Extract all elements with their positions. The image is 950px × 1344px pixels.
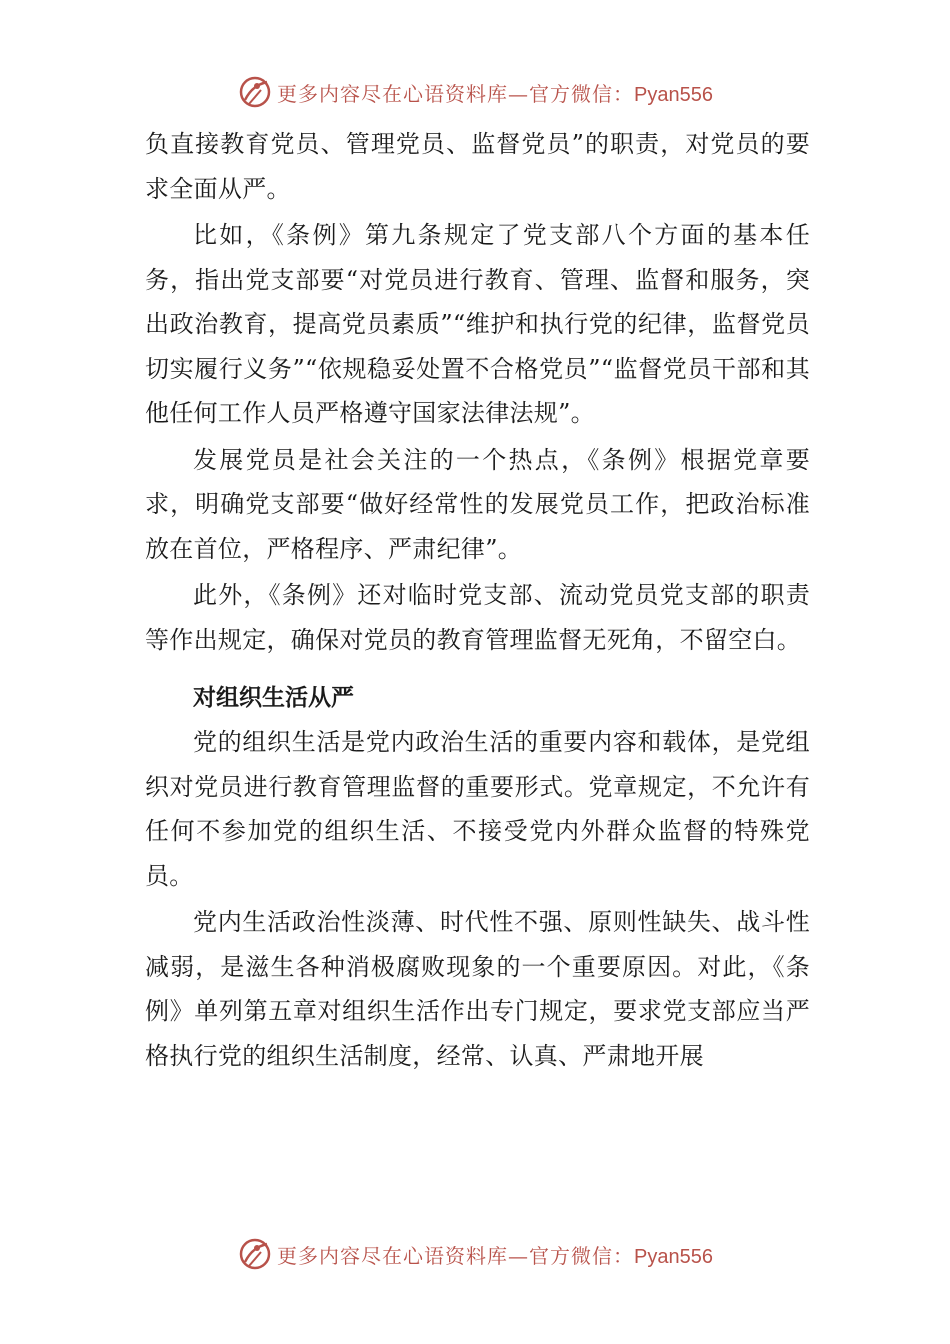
paragraph: 负直接教育党员、管理党员、监督党员”的职责，对党员的要求全面从严。 [145, 130, 810, 203]
watermark-text: 更多内容尽在心语资料库—官方微信：Pyan556 [277, 1243, 713, 1268]
paragraph: 此外，《条例》还对临时党支部、流动党员党支部的职责等作出规定，确保对党员的教育管理监督无死角，不留空白。 [145, 581, 810, 654]
paragraph: 比如，《条例》第九条规定了党支部八个方面的基本任务，指出党支部要“对党员进行教育、管理、监督和服务，突出政治教育，提高党员素质”“维护和执行党的纪律，监督党员切实履行义务”“依规稳妥处置不合格党员”“监督党员干部和其他任何工作人员严格遵守国家法律法规”。 [145, 221, 810, 427]
logo-icon [237, 1236, 273, 1272]
paragraph: 党的组织生活是党内政治生活的重要内容和载体，是党组织对党员进行教育管理监督的重要形式。党章规定，不允许有任何不参加党的组织生活、不接受党内外群众监督的特殊党员。 [145, 728, 810, 890]
logo-icon [237, 74, 273, 110]
watermark-text: 更多内容尽在心语资料库—官方微信：Pyan556 [277, 81, 713, 106]
header-watermark-banner [0, 72, 950, 112]
paragraph: 发展党员是社会关注的一个热点，《条例》根据党章要求，明确党支部要“做好经常性的发展党员工作，把政治标准放在首位，严格程序、严肃纪律”。 [145, 445, 810, 563]
watermark-id: Pyan556 [634, 83, 713, 106]
paragraph: 党内生活政治性淡薄、时代性不强、原则性缺失、战斗性减弱，是滋生各种消极腐败现象的一个重要原因。对此，《条例》单列第五章对组织生活作出专门规定，要求党支部应当严格执行党的组织生活制度，经常、认真、严肃地开展 [145, 908, 810, 1070]
footer-watermark-banner [0, 1234, 950, 1274]
section-heading: 对组织生活从严 [193, 685, 354, 711]
watermark-id: Pyan556 [634, 1245, 713, 1268]
document-body [145, 122, 810, 1080]
